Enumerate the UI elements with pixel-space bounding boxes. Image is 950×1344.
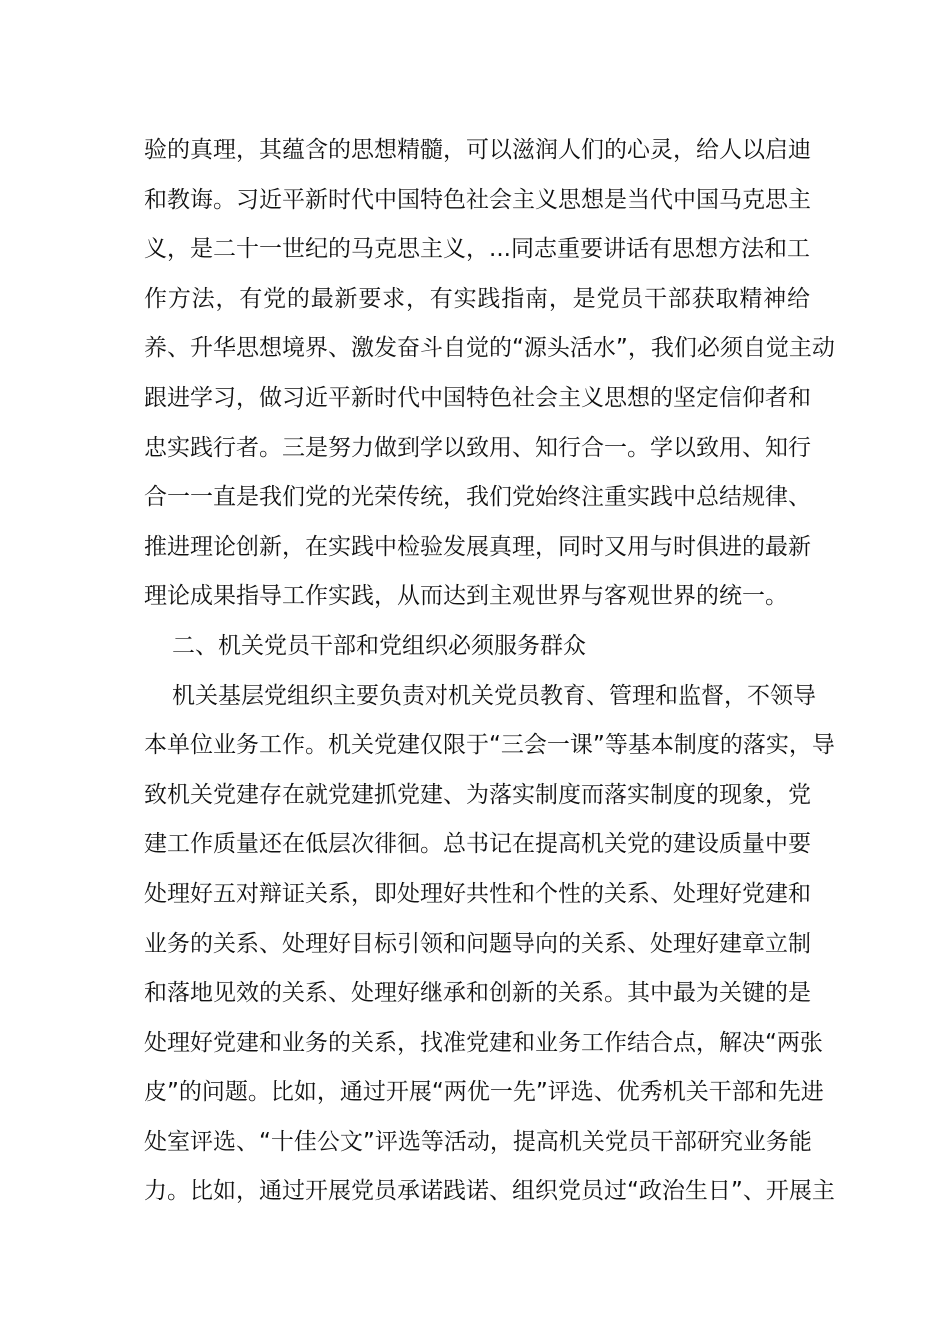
section-heading: 二、机关党员干部和党组织必须服务群众 [172, 632, 586, 659]
text-line: 验的真理，其蕴含的思想精髓，可以滋润人们的心灵，给人以启迪 [144, 137, 811, 163]
text-line: 处室评选、“十佳公文”评选等活动，提高机关党员干部研究业务能 [144, 1128, 812, 1155]
text-line: 本单位业务工作。机关党建仅限于“三会一课”等基本制度的落实，导 [144, 732, 835, 759]
text-line: 业务的关系、处理好目标引领和问题导向的关系、处理好建章立制 [144, 930, 811, 957]
text-line: 力。比如，通过开展党员承诺践诺、组织党员过“政治生日”、开展主 [144, 1178, 835, 1205]
text-line: 义，是二十一世纪的马克思主义，...同志重要讲话有思想方法和工 [144, 236, 810, 263]
text-line: 建工作质量还在低层次徘徊。总书记在提高机关党的建设质量中要 [144, 831, 811, 858]
text-line: 致机关党建存在就党建抓党建、为落实制度而落实制度的现象，党 [144, 781, 811, 808]
text-line: 合一一直是我们党的光荣传统，我们党始终注重实践中总结规律、 [144, 484, 811, 511]
text-line: 养、升华思想境界、激发奋斗自觉的“源头活水”，我们必须自觉主动 [144, 335, 835, 362]
text-line: 机关基层党组织主要负责对机关党员教育、管理和监督，不领导 [172, 682, 816, 709]
text-line: 推进理论创新，在实践中检验发展真理，同时又用与时俱进的最新 [144, 533, 811, 560]
text-line: 忠实践行者。三是努力做到学以致用、知行合一。学以致用、知行 [144, 434, 811, 461]
text-line: 皮”的问题。比如，通过开展“两优一先”评选、优秀机关干部和先进 [144, 1079, 824, 1106]
body-text [144, 126, 835, 1217]
text-line: 处理好党建和业务的关系，找准党建和业务工作结合点，解决“两张 [144, 1029, 823, 1056]
text-line: 处理好五对辩证关系，即处理好共性和个性的关系、处理好党建和 [144, 880, 811, 907]
text-line: 和教诲。习近平新时代中国特色社会主义思想是当代中国马克思主 [144, 186, 811, 213]
text-line: 跟进学习，做习近平新时代中国特色社会主义思想的坚定信仰者和 [144, 384, 811, 411]
text-line: 和落地见效的关系、处理好继承和创新的关系。其中最为关键的是 [144, 980, 811, 1007]
text-line: 理论成果指导工作实践，从而达到主观世界与客观世界的统一。 [144, 583, 788, 610]
text-line: 作方法，有党的最新要求，有实践指南，是党员干部获取精神给 [144, 285, 810, 312]
